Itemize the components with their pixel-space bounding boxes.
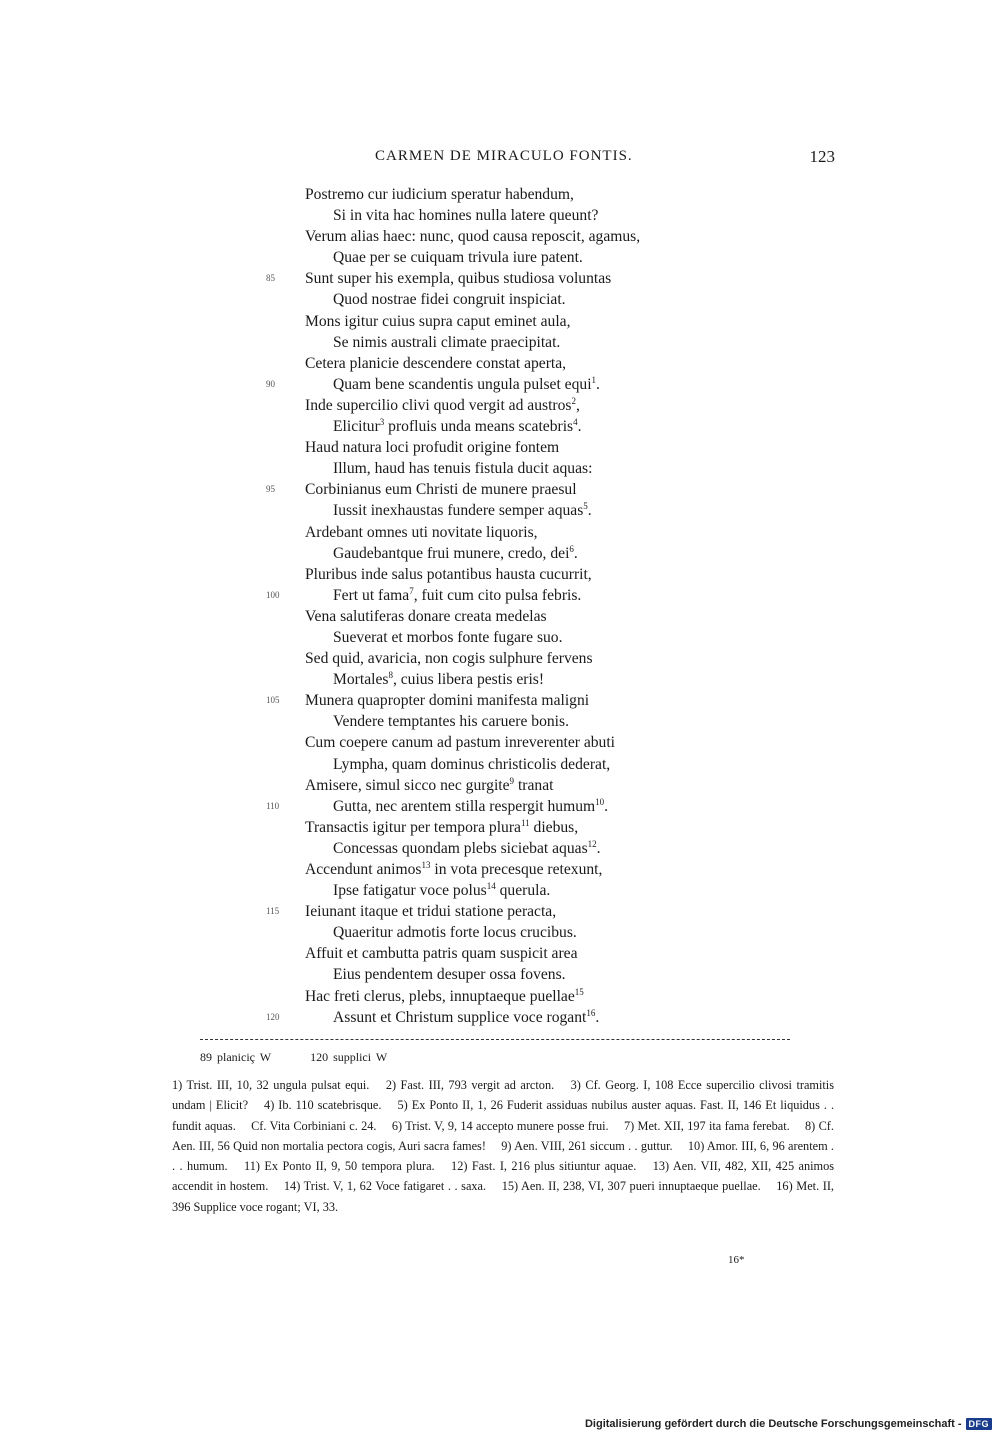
verse-line bbox=[0, 268, 1000, 289]
verse-line bbox=[0, 353, 1000, 374]
footnote-rule bbox=[200, 1039, 790, 1040]
verse-words: Vendere temptantes his caruere bonis. bbox=[333, 713, 569, 731]
verse-words: Assunt et Christum supplice voce rogant bbox=[333, 1008, 587, 1026]
verse-text bbox=[305, 226, 640, 247]
verse-words: Eius pendentem desuper ossa fovens. bbox=[333, 966, 566, 984]
verse-words: Quod nostrae fidei congruit inspiciat. bbox=[333, 291, 566, 309]
footnote: 16) Met. II, 396 Supplice voce rogant; VI, 33. bbox=[172, 1179, 834, 1214]
poem-body bbox=[0, 184, 1000, 1028]
verse-line bbox=[0, 901, 1000, 922]
footnote-marker: 4 bbox=[573, 417, 578, 428]
verse-text bbox=[305, 775, 553, 796]
verse-words: Quam bene scandentis ungula pulset equi bbox=[333, 375, 592, 393]
footnotes bbox=[172, 1075, 834, 1217]
verse-text bbox=[305, 522, 538, 543]
verse-words: . bbox=[604, 797, 609, 815]
footnote: 9) Aen. VIII, 261 siccum . . guttur. bbox=[501, 1138, 673, 1153]
verse-line bbox=[0, 226, 1000, 247]
verse-words: Vena salutiferas donare creata medelas bbox=[305, 607, 547, 625]
verse-words: Se nimis australi climate praecipitat. bbox=[333, 333, 561, 351]
verse-text bbox=[305, 690, 589, 711]
verse-words: . bbox=[596, 375, 600, 393]
verse-text bbox=[305, 437, 559, 458]
page-number: 123 bbox=[809, 147, 835, 166]
verse-text bbox=[333, 711, 569, 732]
verse-line bbox=[0, 859, 1000, 880]
footnote-marker: 15 bbox=[574, 986, 584, 997]
verse-text bbox=[333, 627, 563, 648]
footnote: 7) Met. XII, 197 ita fama ferebat. bbox=[623, 1118, 790, 1133]
verse-text bbox=[305, 986, 584, 1007]
verse-line bbox=[0, 247, 1000, 268]
footnote: 5) Ex Ponto II, 1, 26 Fuderit assiduas nubilus auster aquas. Fast. II, 146 Et liquidus . . fundit aquas. bbox=[172, 1098, 835, 1133]
verse-line bbox=[0, 205, 1000, 226]
verse-words: Iussit inexhaustas fundere semper aquas bbox=[333, 502, 584, 520]
line-number: 105 bbox=[266, 695, 280, 706]
verse-text bbox=[333, 964, 566, 985]
verse-words: Ipse fatigatur voce polus bbox=[333, 882, 487, 900]
critical-apparatus bbox=[200, 1050, 421, 1065]
footnote: 11) Ex Ponto II, 9, 50 tempora plura. bbox=[244, 1159, 435, 1174]
verse-line bbox=[0, 732, 1000, 753]
verse-words: Hac freti clerus, plebs, innuptaeque puellae bbox=[305, 987, 575, 1005]
verse-words: Elicitur bbox=[333, 418, 380, 436]
footnote: 1) Trist. III, 10, 32 ungula pulsat equi. bbox=[172, 1078, 370, 1092]
verse-line bbox=[0, 564, 1000, 585]
dfg-logo: DFG bbox=[966, 1418, 993, 1430]
verse-line bbox=[0, 458, 1000, 479]
footnote: 6) Trist. V, 9, 14 accepto munere posse frui. bbox=[391, 1118, 609, 1133]
footnote-marker: 9 bbox=[509, 775, 515, 786]
verse-text bbox=[305, 648, 593, 669]
verse-words: Sed quid, avaricia, non cogis sulphure fervens bbox=[305, 650, 593, 668]
line-number: 90 bbox=[266, 378, 275, 389]
footnote: Cf. Vita Corbiniani c. 24. bbox=[251, 1118, 377, 1133]
verse-line bbox=[0, 943, 1000, 964]
verse-line bbox=[0, 796, 1000, 817]
verse-words: Munera quapropter domini manifesta maligni bbox=[305, 692, 590, 710]
verse-words: tranat bbox=[514, 776, 554, 794]
verse-line bbox=[0, 606, 1000, 627]
verse-words: Gutta, nec arentem stilla respergit humum bbox=[333, 797, 596, 815]
verse-line bbox=[0, 395, 1000, 416]
line-number: 110 bbox=[266, 800, 280, 811]
verse-words: . bbox=[596, 839, 601, 857]
verse-line bbox=[0, 311, 1000, 332]
verse-words: , bbox=[575, 396, 580, 414]
verse-line bbox=[0, 922, 1000, 943]
footnote-marker: 10 bbox=[595, 796, 605, 807]
verse-line bbox=[0, 817, 1000, 838]
verse-line bbox=[0, 1007, 1000, 1028]
footnote-marker: 3 bbox=[379, 417, 385, 428]
verse-text bbox=[333, 416, 582, 437]
verse-words: Lympha, quam dominus christicolis dederat, bbox=[333, 755, 611, 773]
footnote-marker: 2 bbox=[571, 395, 576, 406]
apparatus-entry: 89 planiciç W bbox=[200, 1050, 272, 1064]
verse-line bbox=[0, 986, 1000, 1007]
verse-text bbox=[333, 754, 610, 775]
verse-text bbox=[333, 1007, 599, 1028]
apparatus-entry: 120 supplici W bbox=[310, 1050, 388, 1064]
verse-words: Haud natura loci profudit origine fontem bbox=[305, 439, 560, 457]
verse-words: Postremo cur iudicium speratur habendum, bbox=[305, 186, 574, 203]
verse-text bbox=[333, 332, 560, 353]
verse-text bbox=[333, 500, 592, 521]
verse-words: Inde supercilio clivi quod vergit ad austros bbox=[305, 396, 572, 414]
footnote: 14) Trist. V, 1, 62 Voce fatigaret . . saxa. bbox=[283, 1179, 487, 1194]
verse-text bbox=[305, 732, 615, 753]
verse-words: Verum alias haec: nunc, quod causa reposcit, agamus, bbox=[305, 228, 641, 246]
verse-line bbox=[0, 437, 1000, 458]
verse-words: diebus, bbox=[529, 818, 579, 836]
footnote-marker: 14 bbox=[486, 881, 496, 892]
verse-line bbox=[0, 648, 1000, 669]
verse-words: querula. bbox=[495, 882, 551, 900]
verse-text bbox=[333, 922, 577, 943]
funding-text: Digitalisierung gefördert durch die Deutsche Forschungsgemeinschaft - bbox=[584, 1418, 962, 1430]
verse-words: , cuius libera pestis eris! bbox=[392, 671, 545, 689]
footnote-marker: 5 bbox=[583, 501, 588, 512]
verse-text bbox=[305, 901, 556, 922]
footnote-marker: 13 bbox=[421, 860, 431, 870]
verse-words: Amisere, simul sicco nec gurgite bbox=[305, 776, 510, 794]
verse-line bbox=[0, 838, 1000, 859]
verse-line bbox=[0, 627, 1000, 648]
verse-words: Accendunt animos bbox=[305, 861, 422, 878]
verse-text bbox=[333, 247, 583, 268]
footnote: 12) Fast. I, 216 plus sitiuntur aquae. bbox=[451, 1159, 637, 1174]
footnote: 15) Aen. II, 238, VI, 307 pueri innuptaeque puellae. bbox=[501, 1179, 761, 1194]
line-number: 95 bbox=[266, 484, 275, 495]
verse-text bbox=[305, 943, 578, 964]
footnote-marker: 8 bbox=[388, 670, 393, 681]
verse-text bbox=[333, 880, 550, 901]
verse-text bbox=[333, 669, 544, 690]
verse-words: Gaudebantque frui munere, credo, dei bbox=[333, 544, 570, 562]
verse-words: Mons igitur cuius supra caput eminet aula, bbox=[305, 312, 571, 330]
footnote-marker: 12 bbox=[587, 838, 597, 849]
verse-text bbox=[333, 205, 598, 226]
line-number: 120 bbox=[266, 1011, 280, 1022]
verse-line bbox=[0, 479, 1000, 500]
verse-line bbox=[0, 964, 1000, 985]
verse-line bbox=[0, 754, 1000, 775]
verse-words: . bbox=[573, 544, 578, 562]
verse-text bbox=[333, 796, 608, 817]
footnote-marker: 16 bbox=[586, 1007, 596, 1018]
footnote-marker: 6 bbox=[569, 543, 574, 554]
verse-text bbox=[305, 268, 611, 289]
footnote: 8) Cf. Aen. III, 56 Quid non mortalia pectora cogis, Auri sacra fames! bbox=[172, 1118, 834, 1153]
verse-words: Mortales bbox=[333, 671, 389, 689]
verse-line bbox=[0, 500, 1000, 521]
verse-line bbox=[0, 711, 1000, 732]
footnote-marker: 11 bbox=[520, 817, 530, 828]
verse-words: , fuit cum cito pulsa febris. bbox=[413, 586, 582, 604]
verse-text bbox=[305, 353, 566, 374]
verse-line bbox=[0, 374, 1000, 395]
verse-text bbox=[305, 564, 592, 585]
verse-words: . bbox=[577, 418, 582, 436]
verse-line bbox=[0, 669, 1000, 690]
verse-text bbox=[305, 479, 577, 500]
verse-line bbox=[0, 880, 1000, 901]
verse-words: Sunt super his exempla, quibus studiosa voluntas bbox=[305, 270, 612, 288]
verse-line bbox=[0, 184, 1000, 205]
verse-text bbox=[333, 458, 592, 479]
verse-words: Affuit et cambutta patris quam suspicit area bbox=[305, 945, 578, 963]
verse-words: Quae per se cuiquam trivula iure patent. bbox=[333, 249, 583, 267]
verse-words: profluis unda means scatebris bbox=[384, 418, 574, 436]
footnote: 13) Aen. VII, 482, XII, 425 animos accendit in hostem. bbox=[172, 1159, 835, 1194]
verse-words: Corbinianus eum Christi de munere praesul bbox=[305, 481, 577, 499]
verse-line bbox=[0, 585, 1000, 606]
footnote-marker: 7 bbox=[409, 585, 414, 596]
verse-text bbox=[333, 838, 601, 859]
verse-words: Ieiunant itaque et tridui statione peracta, bbox=[305, 903, 557, 921]
verse-text bbox=[305, 184, 574, 205]
line-number: 85 bbox=[266, 273, 275, 284]
verse-line bbox=[0, 543, 1000, 564]
running-title: CARMEN DE MIRACULO FONTIS. bbox=[375, 148, 633, 164]
verse-line bbox=[0, 332, 1000, 353]
verse-line bbox=[0, 522, 1000, 543]
sheet-signature: 16* bbox=[728, 1254, 745, 1266]
page-header bbox=[200, 148, 835, 170]
verse-line bbox=[0, 775, 1000, 796]
verse-text bbox=[333, 543, 578, 564]
verse-words: Concessas quondam plebs siciebat aquas bbox=[333, 839, 588, 857]
verse-text bbox=[333, 585, 581, 606]
verse-text bbox=[305, 859, 602, 880]
verse-text bbox=[305, 606, 547, 627]
verse-text bbox=[333, 374, 600, 395]
footnote: 2) Fast. III, 793 vergit ad arcton. bbox=[385, 1078, 555, 1092]
verse-line bbox=[0, 289, 1000, 310]
funding-banner bbox=[585, 1417, 992, 1431]
verse-words: . bbox=[587, 502, 592, 520]
verse-words: Ardebant omnes uti novitate liquoris, bbox=[305, 523, 538, 541]
verse-text bbox=[305, 395, 580, 416]
verse-words: Cetera planicie descendere constat aperta, bbox=[305, 354, 567, 372]
verse-words: Fert ut fama bbox=[333, 586, 410, 604]
verse-words: Cum coepere canum ad pastum inreverenter abuti bbox=[305, 734, 616, 752]
footnote: 4) Ib. 110 scatebrisque. bbox=[264, 1098, 382, 1113]
footnote: 10) Amor. III, 6, 96 arentem . . . humum. bbox=[172, 1138, 835, 1174]
line-number: 115 bbox=[266, 906, 280, 917]
footnote-marker: 1 bbox=[591, 374, 597, 385]
verse-text bbox=[333, 289, 566, 310]
verse-line bbox=[0, 416, 1000, 437]
line-number: 100 bbox=[266, 589, 280, 600]
verse-words: in vota precesque retexunt, bbox=[430, 861, 603, 878]
verse-text bbox=[305, 817, 578, 838]
footnote: 3) Cf. Georg. I, 108 Ecce supercilio clivosi tramitis undam | Elicit? bbox=[172, 1078, 835, 1113]
verse-text bbox=[305, 311, 570, 332]
verse-words: Transactis igitur per tempora plura bbox=[305, 818, 521, 836]
verse-words: Pluribus inde salus potantibus hausta cucurrit, bbox=[305, 565, 592, 583]
verse-line bbox=[0, 690, 1000, 711]
verse-words: . bbox=[595, 1008, 600, 1026]
verse-words: Sueverat et morbos fonte fugare suo. bbox=[333, 628, 563, 646]
verse-words: Si in vita hac homines nulla latere queunt? bbox=[333, 207, 599, 225]
verse-words: Illum, haud has tenuis fistula ducit aquas: bbox=[333, 460, 593, 478]
verse-words: Quaeritur admotis forte locus crucibus. bbox=[333, 924, 577, 942]
